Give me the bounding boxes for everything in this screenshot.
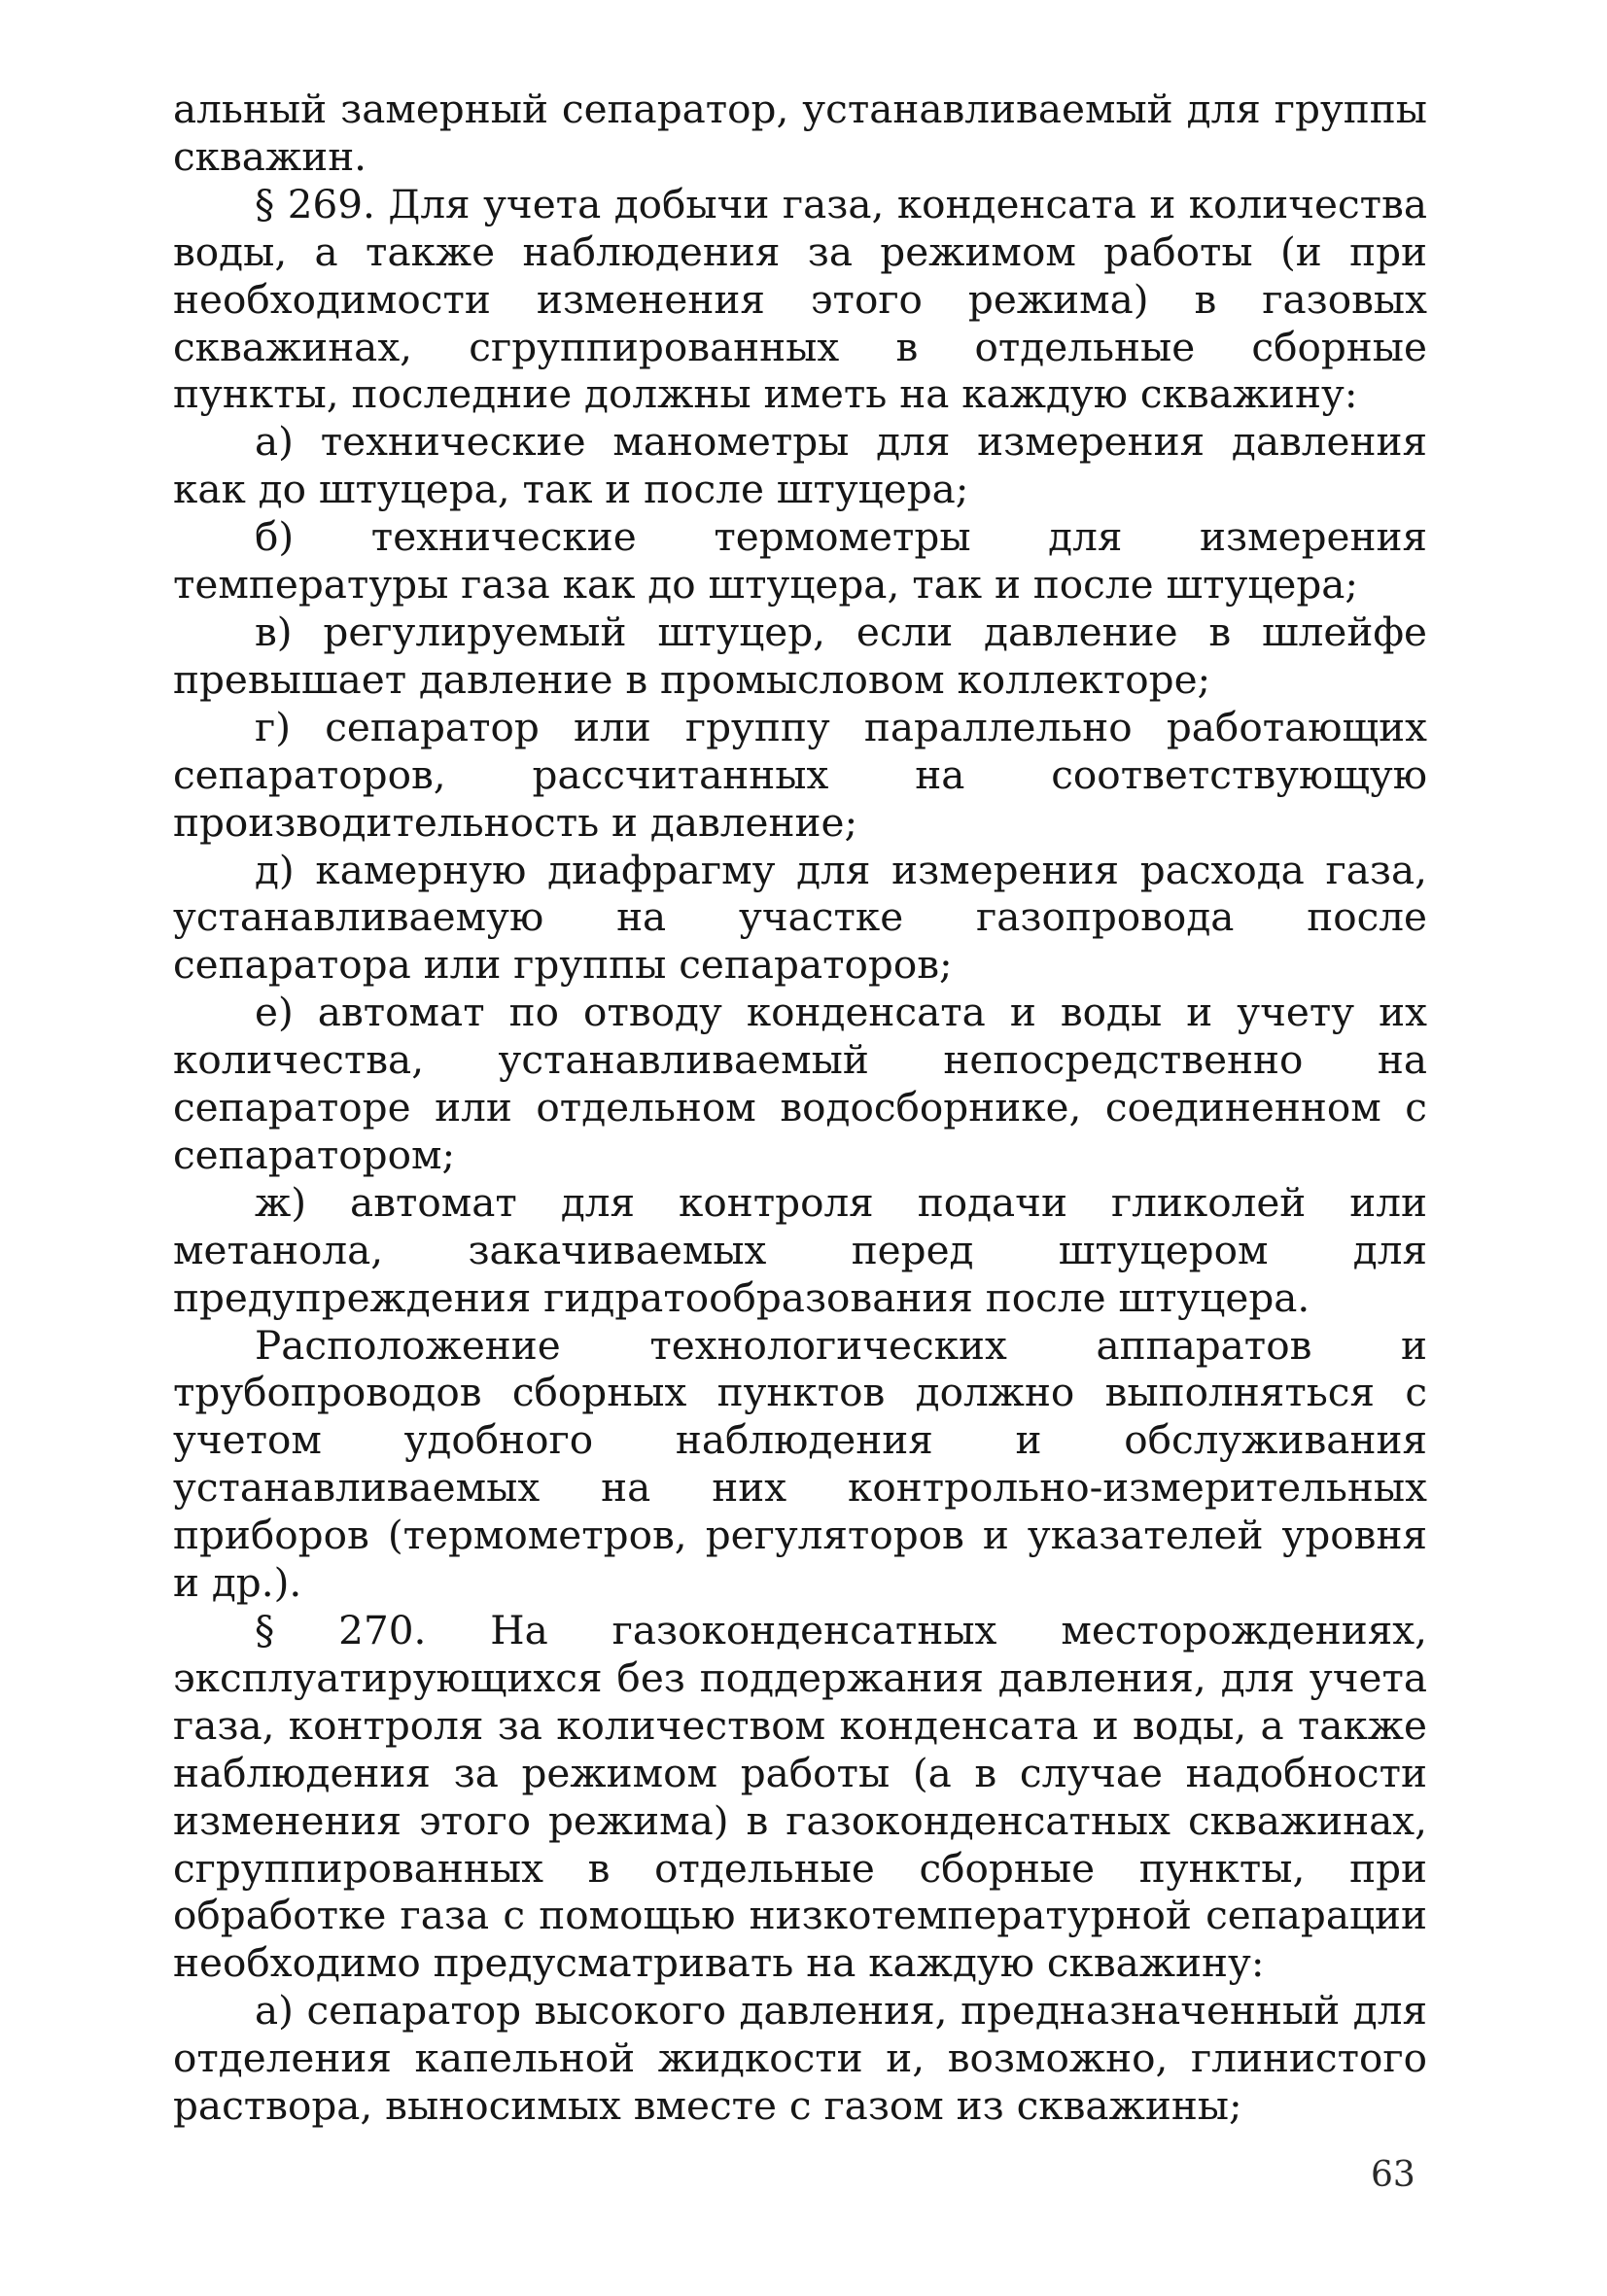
- page-number: 63: [1371, 2155, 1415, 2195]
- list-item-g: г) сепаратор или группу параллельно работающих сепараторов, рассчитанных на соответствующую производительность и давление;: [173, 703, 1427, 846]
- text-paragraph-continuation: альный замерный сепаратор, устанавливаемый для группы скважин.: [173, 86, 1427, 180]
- list-item-b: б) технические термометры для измерения температуры газа как до штуцера, так и после штуцера;: [173, 513, 1427, 609]
- section-270-paragraph: § 270. На газоконденсатных месторождениях, эксплуатирующихся без поддержания давления, для учета газа, контроля за количеством конденсата и воды, а также наблюдения за режимом работы (а в случае надобности изменения этого режима) в газоконденсатных скважинах, сгруппированных в отдельные сборные пункты, при обработке газа с помощью низкотемпературной сепарации необходимо предусматривать на каждую скважину:: [173, 1607, 1427, 1987]
- list-item-zh: ж) автомат для контроля подачи гликолей или метанола, закачиваемых перед штуцером для предупреждения гидратообразования после штуцера.: [173, 1178, 1427, 1321]
- list-item-a: а) технические манометры для измерения давления как до штуцера, так и после штуцера;: [173, 418, 1427, 513]
- page-body: [173, 86, 1427, 2130]
- list-item-e: е) автомат по отводу конденсата и воды и учету их количества, устанавливаемый непосредственно на сепараторе или отдельном водосборнике, соединенном с сепаратором;: [173, 989, 1427, 1178]
- equipment-layout-paragraph: Расположение технологических аппаратов и трубопроводов сборных пунктов должно выполняться с учетом удобного наблюдения и обслуживания устанавливаемых на них контрольно-измерительных приборов (термометров, регуляторов и указателей уровня и др.).: [173, 1321, 1427, 1607]
- list-item-d: д) камерную диафрагму для измерения расхода газа, устанавливаемую на участке газопровода после сепаратора или группы сепараторов;: [173, 846, 1427, 989]
- section-269-paragraph: § 269. Для учета добычи газа, конденсата и количества воды, а также наблюдения за режимом работы (и при необходимости изменения этого режима) в газовых скважинах, сгруппированных в отдельные сборные пункты, последние должны иметь на каждую скважину:: [173, 180, 1427, 418]
- section-270-list-item-a: а) сепаратор высокого давления, предназначенный для отделения капельной жидкости и, возможно, глинистого раствора, выносимых вместе с газом из скважины;: [173, 1987, 1427, 2130]
- list-item-v: в) регулируемый штуцер, если давление в шлейфе превышает давление в промысловом коллекторе;: [173, 608, 1427, 703]
